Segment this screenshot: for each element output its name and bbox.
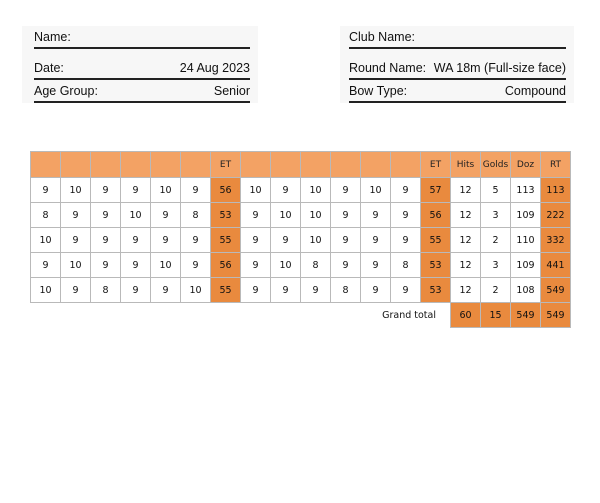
column-header	[331, 152, 361, 178]
grand-total-hits: 60	[451, 303, 481, 328]
arrow-score-cell: 9	[361, 278, 391, 303]
hits-cell: 12	[451, 178, 481, 203]
arrow-score-cell: 10	[301, 228, 331, 253]
grand-total-rt: 549	[541, 303, 571, 328]
end-row	[31, 178, 571, 203]
arrow-score-cell: 10	[151, 253, 181, 278]
column-header	[391, 152, 421, 178]
date-row	[34, 57, 250, 80]
end-total-cell: 55	[211, 278, 241, 303]
round-name-value: WA 18m (Full-size face)	[433, 61, 566, 75]
arrow-score-cell: 9	[91, 203, 121, 228]
running-total-cell: 222	[541, 203, 571, 228]
end-total-cell: 53	[211, 203, 241, 228]
running-total-cell: 549	[541, 278, 571, 303]
arrow-score-cell: 9	[121, 278, 151, 303]
column-header: ET	[421, 152, 451, 178]
column-header	[241, 152, 271, 178]
end-total-cell: 53	[421, 278, 451, 303]
arrow-score-cell: 9	[271, 228, 301, 253]
round-name-label: Round Name:	[349, 61, 427, 75]
golds-cell: 2	[481, 228, 511, 253]
arrow-score-cell: 9	[151, 203, 181, 228]
dozen-cell: 113	[511, 178, 541, 203]
end-row	[31, 253, 571, 278]
score-header-row	[31, 152, 571, 178]
grand-total-row	[31, 303, 571, 328]
arrow-score-cell: 8	[391, 253, 421, 278]
date-label: Date:	[34, 61, 64, 75]
column-header	[361, 152, 391, 178]
column-header: ET	[211, 152, 241, 178]
column-header	[61, 152, 91, 178]
arrow-score-cell: 9	[331, 203, 361, 228]
arrow-score-cell: 9	[361, 253, 391, 278]
arrow-score-cell: 10	[301, 178, 331, 203]
arrow-score-cell: 9	[391, 228, 421, 253]
name-row	[34, 26, 250, 49]
arrow-score-cell: 9	[61, 228, 91, 253]
column-header: RT	[541, 152, 571, 178]
golds-cell: 2	[481, 278, 511, 303]
arrow-score-cell: 9	[151, 278, 181, 303]
arrow-score-cell: 9	[181, 228, 211, 253]
arrow-score-cell: 9	[391, 278, 421, 303]
arrow-score-cell: 9	[61, 278, 91, 303]
arrow-score-cell: 8	[301, 253, 331, 278]
grand-total-doz: 549	[511, 303, 541, 328]
end-total-cell: 55	[421, 228, 451, 253]
end-row	[31, 278, 571, 303]
end-total-cell: 55	[211, 228, 241, 253]
end-total-cell: 56	[421, 203, 451, 228]
arrow-score-cell: 9	[331, 178, 361, 203]
bow-type-value: Compound	[504, 84, 566, 98]
arrow-score-cell: 9	[151, 228, 181, 253]
hits-cell: 12	[451, 278, 481, 303]
arrow-score-cell: 9	[241, 228, 271, 253]
arrow-score-cell: 9	[91, 253, 121, 278]
age-group-value: Senior	[213, 84, 250, 98]
column-header	[151, 152, 181, 178]
arrow-score-cell: 9	[31, 178, 61, 203]
arrow-score-cell: 10	[151, 178, 181, 203]
arrow-score-cell: 10	[271, 253, 301, 278]
arrow-score-cell: 9	[271, 278, 301, 303]
running-total-cell: 113	[541, 178, 571, 203]
name-label: Name:	[34, 30, 71, 44]
age-group-label: Age Group:	[34, 84, 98, 98]
arrow-score-cell: 10	[241, 178, 271, 203]
arrow-score-cell: 8	[31, 203, 61, 228]
arrow-score-cell: 10	[31, 278, 61, 303]
arrow-score-cell: 9	[391, 203, 421, 228]
dozen-cell: 109	[511, 203, 541, 228]
golds-cell: 3	[481, 253, 511, 278]
running-total-cell: 441	[541, 253, 571, 278]
arrow-score-cell: 9	[121, 253, 151, 278]
arrow-score-cell: 8	[181, 203, 211, 228]
arrow-score-cell: 9	[241, 203, 271, 228]
golds-cell: 5	[481, 178, 511, 203]
archer-details-right	[340, 26, 574, 103]
end-total-cell: 53	[421, 253, 451, 278]
bow-type-row	[349, 80, 566, 103]
end-total-cell: 57	[421, 178, 451, 203]
column-header: Doz	[511, 152, 541, 178]
archer-details-left	[22, 26, 258, 103]
arrow-score-cell: 9	[301, 278, 331, 303]
arrow-score-cell: 9	[181, 253, 211, 278]
arrow-score-cell: 10	[361, 178, 391, 203]
arrow-score-cell: 10	[31, 228, 61, 253]
arrow-score-cell: 9	[31, 253, 61, 278]
hits-cell: 12	[451, 228, 481, 253]
arrow-score-cell: 10	[181, 278, 211, 303]
arrow-score-cell: 9	[361, 203, 391, 228]
arrow-score-cell: 10	[121, 203, 151, 228]
arrow-score-cell: 9	[241, 278, 271, 303]
hits-cell: 12	[451, 253, 481, 278]
round-name-row	[349, 57, 566, 80]
end-total-cell: 56	[211, 253, 241, 278]
end-row	[31, 203, 571, 228]
arrow-score-cell: 9	[331, 253, 361, 278]
date-value: 24 Aug 2023	[179, 61, 250, 75]
column-header	[301, 152, 331, 178]
hits-cell: 12	[451, 203, 481, 228]
arrow-score-cell: 9	[121, 228, 151, 253]
arrow-score-cell: 9	[361, 228, 391, 253]
arrow-score-cell: 9	[91, 178, 121, 203]
arrow-score-cell: 8	[331, 278, 361, 303]
arrow-score-cell: 9	[61, 203, 91, 228]
arrow-score-cell: 9	[91, 228, 121, 253]
dozen-cell: 110	[511, 228, 541, 253]
dozen-cell: 109	[511, 253, 541, 278]
running-total-cell: 332	[541, 228, 571, 253]
end-row	[31, 228, 571, 253]
grand-total-golds: 15	[481, 303, 511, 328]
arrow-score-cell: 10	[271, 203, 301, 228]
club-name-label: Club Name:	[349, 30, 415, 44]
dozen-cell: 108	[511, 278, 541, 303]
arrow-score-cell: 10	[61, 178, 91, 203]
arrow-score-cell: 10	[301, 203, 331, 228]
club-name-row	[349, 26, 566, 49]
column-header	[181, 152, 211, 178]
arrow-score-cell: 9	[331, 228, 361, 253]
golds-cell: 3	[481, 203, 511, 228]
arrow-score-cell: 9	[241, 253, 271, 278]
arrow-score-cell: 9	[121, 178, 151, 203]
age-group-row	[34, 80, 250, 103]
arrow-score-cell: 9	[271, 178, 301, 203]
arrow-score-cell: 9	[391, 178, 421, 203]
column-header: Hits	[451, 152, 481, 178]
arrow-score-cell: 8	[91, 278, 121, 303]
arrow-score-cell: 10	[61, 253, 91, 278]
grand-total-label: Grand total	[382, 309, 436, 321]
column-header	[31, 152, 61, 178]
end-total-cell: 56	[211, 178, 241, 203]
bow-type-label: Bow Type:	[349, 84, 408, 98]
column-header	[271, 152, 301, 178]
column-header	[121, 152, 151, 178]
column-header	[91, 152, 121, 178]
arrow-score-cell: 9	[181, 178, 211, 203]
score-table	[30, 151, 571, 328]
column-header: Golds	[481, 152, 511, 178]
